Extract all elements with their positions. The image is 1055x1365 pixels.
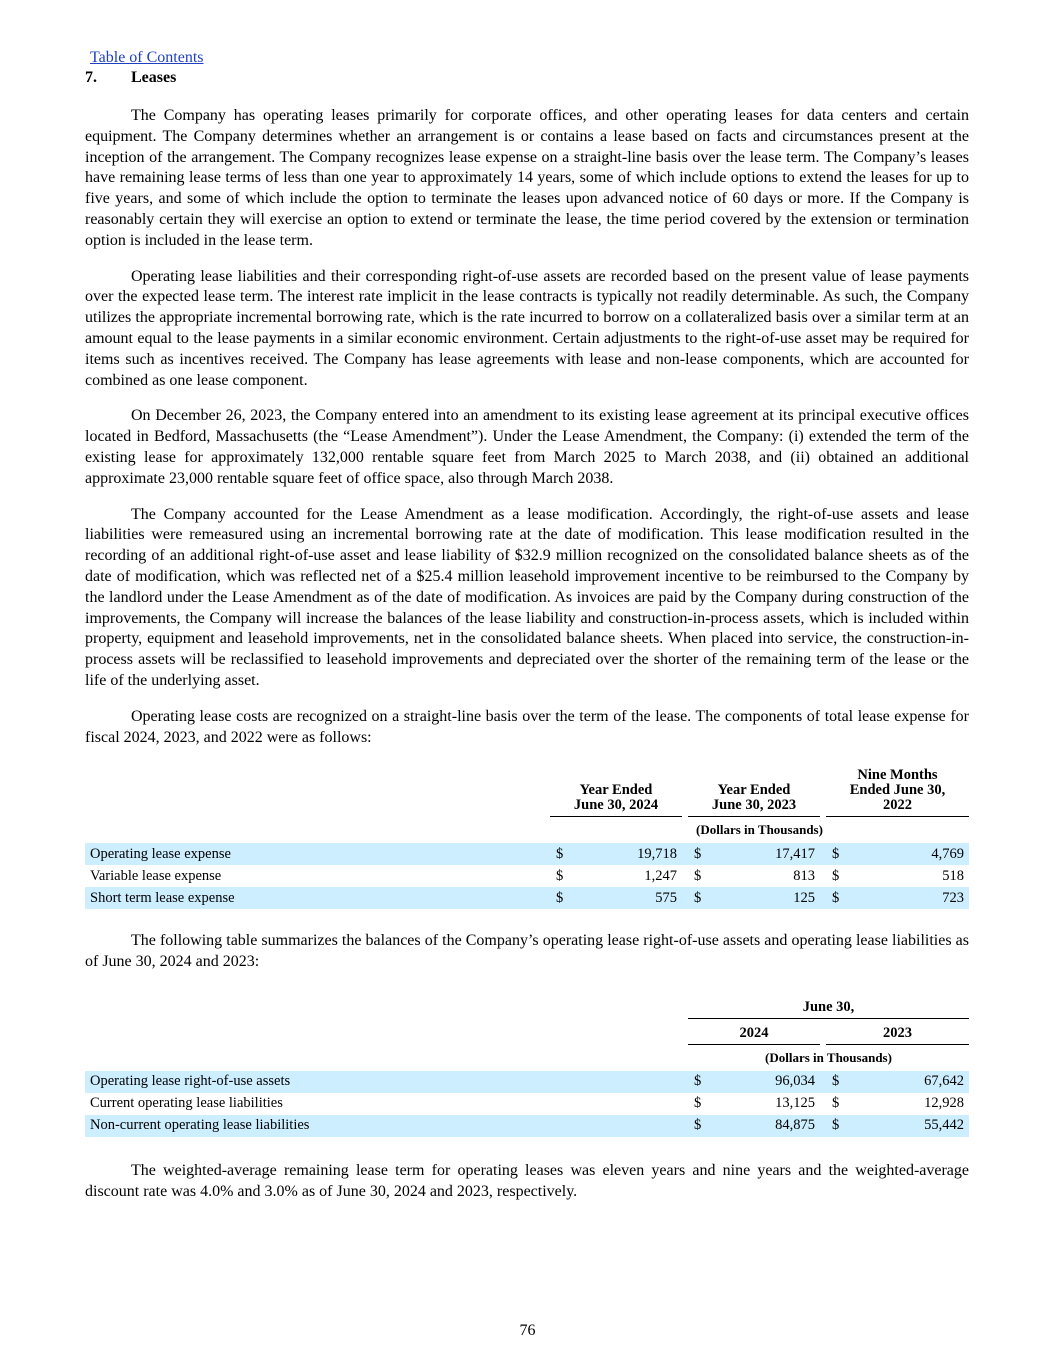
table-of-contents-link[interactable]: Table of Contents (90, 49, 204, 66)
table-header-row (85, 768, 969, 817)
lease-balances-table (85, 993, 969, 1137)
paragraph-balances-intro: The following table summarizes the balances of the Company’s operating lease right-of-use assets and operating lease liabilities as of June 30, 2024 and 2023: (85, 932, 969, 971)
units-label: (Dollars in Thousands) (765, 1049, 892, 1065)
table-row: Operating lease expense $ 19,718 $ 17,417 $ 4,769 (85, 843, 969, 865)
column-header-2023: 2023 (826, 1018, 969, 1044)
table-row: Short term lease expense $ 575 $ 125 $ 723 (85, 887, 969, 909)
section-heading (85, 68, 969, 88)
section-number: 7. (85, 69, 97, 86)
june-30-header: June 30, (688, 993, 969, 1019)
paragraph-lease-costs: Operating lease costs are recognized on a straight-line basis over the term of the lease. The components of total lease expense for fiscal 2024, 2023, and 2022 were as follows: (85, 707, 969, 746)
column-header-2024: 2024 (688, 1018, 820, 1044)
paragraph-lease-amendment: On December 26, 2023, the Company entered into an amendment to its existing lease agreement at its principal executive offices located in Bedford, Massachusetts (the “Lease Amendment”). Under the Lease Amendment, the Company: (i) extended the term of the existing lease for approximately 132,000 rentable square feet from March 2025 to March 2038, and (ii) obtained an additional approximate 23,000 rentable square feet of office space, also through March 2038. (85, 407, 969, 487)
paragraph-lease-liabilities: Operating lease liabilities and their corresponding right-of-use assets are recorded based on the present value of lease payments over the expected lease term. The interest rate implicit in the lease contracts is typically not readily determinable. As such, the Company utilizes the appropriate incremental borrowing rate, which is the rate incurred to borrow on a collateralized basis over a similar term at an amount equal to the lease payments in a similar economic environment. Certain adjustments to the right-of-use asset may be required for items such as incentives received. The Company has lease agreements with lease and non-lease components, which are accounted for combined as one lease component. (85, 267, 969, 389)
table-row: Variable lease expense $ 1,247 $ 813 $ 518 (90, 867, 964, 884)
column-header-fy2022: Nine Months Ended June 30, 2022 (826, 768, 969, 817)
column-header-fy2024: Year Ended June 30, 2024 (550, 768, 682, 817)
table-row: Current operating lease liabilities $ 13,125 $ 12,928 (90, 1095, 964, 1112)
column-header-fy2023: Year Ended June 30, 2023 (688, 768, 820, 817)
section-title: Leases (131, 69, 177, 86)
table-row: Non-current operating lease liabilities $ 84,875 $ 55,442 (85, 1115, 969, 1137)
lease-expense-table (85, 768, 969, 909)
page-number: 76 (519, 1322, 536, 1339)
paragraph-weighted-average: The weighted-average remaining lease term for operating leases was eleven years and nine years and the weighted-average discount rate was 4.0% and 3.0% as of June 30, 2024 and 2023, respectively. (85, 1161, 969, 1200)
paragraph-lease-overview: The Company has operating leases primarily for corporate offices, and other operating leases for data centers and certain equipment. The Company determines whether an arrangement is or contains a lease based on facts and circumstances present at the inception of the arrangement. The Company recognizes lease expense on a straight-line basis over the lease term. The Company’s leases have remaining lease terms of less than one year to approximately 14 years, some of which include options to extend the leases for up to five years, and some of which include the option to terminate the leases upon advanced notice of 60 days or more. If the Company is reasonably certain they will exercise an option to extend or terminate the lease, the time period covered by the extension or termination option is included in the lease term. (85, 107, 969, 249)
document-page (85, 48, 969, 1203)
paragraph-lease-modification: The Company accounted for the Lease Amendment as a lease modification. Accordingly, the right-of-use assets and lease liabilities were remeasured using an incremental borrowing rate at the date of modification. This lease modification resulted in the recording of an additional right-of-use asset and lease liability of $32.9 million recognized on the consolidated balance sheets as of the date of modification, which was reflected net of a $25.4 million leasehold improvement incentive to be reimbursed to the Company by the landlord under the Lease Amendment as of the date of modification. As invoices are paid by the Company during construction of the improvements, the Company will increase the balances of the lease liability and construction-in-process assets, which is included within property, equipment and leasehold improvements, net in the consolidated balance sheets. When placed into service, the construction-in-process assets will be reclassified to leasehold improvements and depreciated over the shorter of the remaining term of the lease or the life of the underlying asset. (85, 505, 969, 689)
units-label: (Dollars in Thousands) (696, 822, 823, 838)
table-row: Operating lease right-of-use assets $ 96,034 $ 67,642 (85, 1071, 969, 1093)
